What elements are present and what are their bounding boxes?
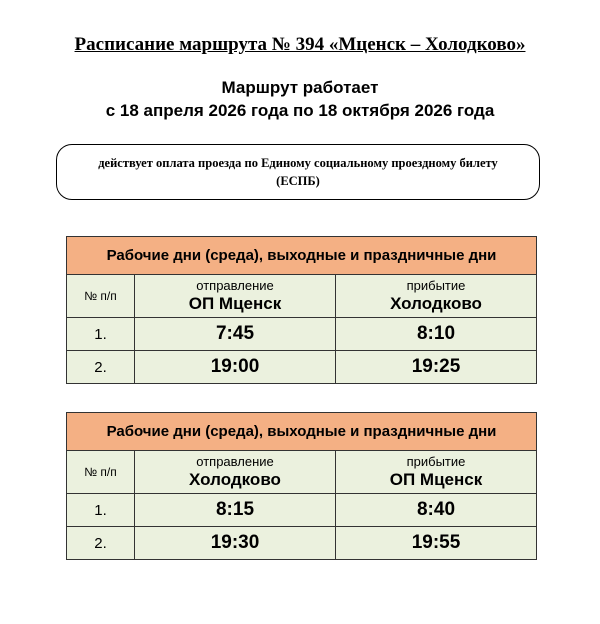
row-number: 1.	[67, 494, 135, 527]
arrival-stop: Холодково	[390, 294, 482, 313]
departure-time: 7:45	[135, 318, 336, 351]
departure-stop: Холодково	[189, 470, 281, 489]
schedule-table-1	[66, 236, 537, 384]
arrival-time: 8:40	[336, 494, 537, 527]
departure-header	[135, 275, 336, 318]
row-number: 2.	[67, 351, 135, 384]
departure-time: 19:00	[135, 351, 336, 384]
notice-text: действует оплата проезда по Единому социальному проездному билету (ЕСПБ)	[98, 156, 498, 188]
arrival-stop: ОП Мценск	[389, 470, 483, 489]
table-heading: Рабочие дни (среда), выходные и праздничные дни	[67, 413, 537, 451]
departure-header	[135, 451, 336, 494]
table-row	[67, 318, 537, 351]
arrival-time: 19:25	[336, 351, 537, 384]
num-header: № п/п	[67, 451, 135, 494]
table-row	[67, 494, 537, 527]
row-number: 1.	[67, 318, 135, 351]
page-title: Расписание маршрута № 394 «Мценск – Холодково»	[74, 34, 526, 55]
departure-time: 8:15	[135, 494, 336, 527]
row-number: 2.	[67, 527, 135, 560]
num-header: № п/п	[67, 275, 135, 318]
table-row	[67, 527, 537, 560]
table-row	[67, 351, 537, 384]
table-heading: Рабочие дни (среда), выходные и праздничные дни	[67, 237, 537, 275]
arrival-label: прибытие	[406, 454, 466, 469]
notice-box	[56, 144, 540, 200]
departure-time: 19:30	[135, 527, 336, 560]
departure-stop: ОП Мценск	[188, 294, 282, 313]
departure-label: отправление	[196, 454, 274, 469]
subtitle-line-1: Маршрут работает	[221, 78, 379, 97]
schedule-table-2	[66, 412, 537, 560]
arrival-header	[336, 451, 537, 494]
departure-label: отправление	[196, 278, 274, 293]
subtitle-line-2: с 18 апреля 2026 года по 18 октября 2026 года	[105, 101, 495, 120]
arrival-time: 19:55	[336, 527, 537, 560]
arrival-time: 8:10	[336, 318, 537, 351]
arrival-label: прибытие	[406, 278, 466, 293]
arrival-header	[336, 275, 537, 318]
